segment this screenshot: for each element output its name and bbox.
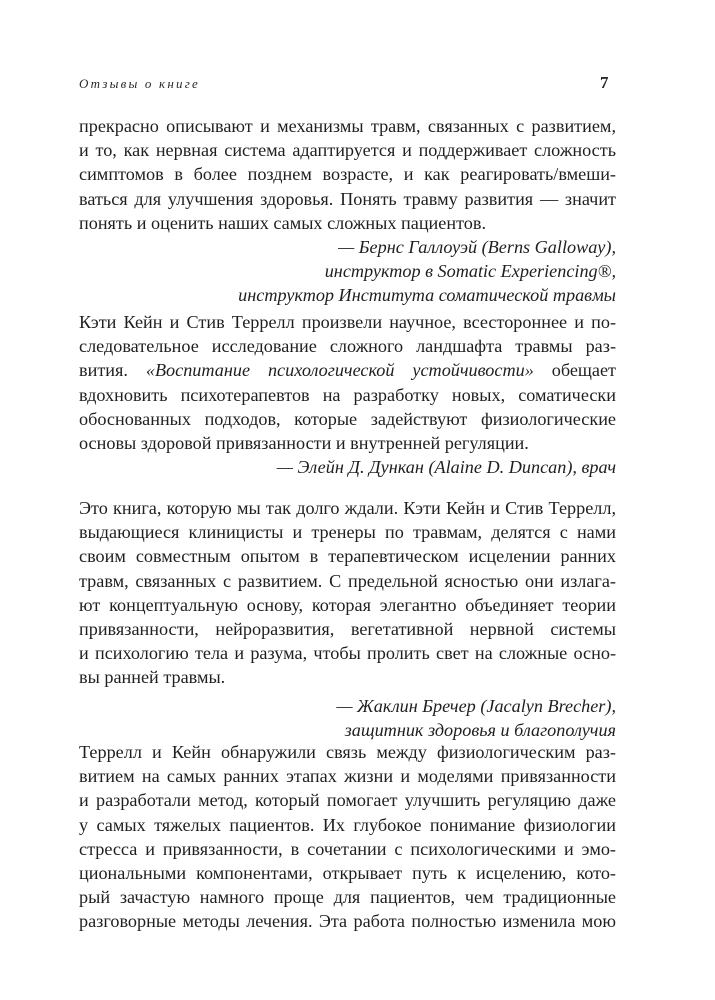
text-line: ют концептуальную основу, которая элегантно объединяет теории [79, 594, 616, 615]
text-line: Кэти Кейн и Стив Террелл произвели научное, всестороннее и по- [79, 312, 616, 332]
text-line: у самых тяжелых пациентов. Их глубокое понимание физиологии [79, 814, 616, 835]
text-line: привязанности, нейроразвития, вегетативной нервной системы [79, 618, 616, 639]
attribution-author: — Бернс Галлоуэй (Berns Galloway), [338, 236, 616, 257]
text-line: и психологию тела и разума, чтобы пролить свет на сложные осно- [79, 643, 616, 664]
review-block-brecher [79, 496, 616, 742]
review-block-galloway [79, 114, 616, 308]
text-fragment: обещает [551, 360, 616, 381]
attribution-author: — Элейн Д. Дункан (Alaine D. Duncan), врач [276, 457, 616, 478]
text-line: Это книга, которую мы так долго ждали. Кэти Кейн и Стив Террелл, [79, 498, 616, 518]
attribution-author: — Жаклин Бречер (Jacalyn Brecher), [336, 695, 616, 716]
running-head: Отзывы о книге [79, 76, 200, 91]
text-line: понять и оценить наших самых сложных пациентов. [79, 212, 487, 233]
text-line: вдохновить психотерапевтов на разработку новых, соматически [79, 384, 616, 405]
text-line: обоснованных подходов, которые задействуют физиологические [79, 408, 616, 429]
text-line: симптомов в более позднем возрасте, и как реагировать/вмеши- [79, 164, 616, 185]
attribution-role: инструктор Института соматической травмы [238, 285, 616, 306]
text-line: прекрасно описывают и механизмы травм, связанных с развитием, [79, 116, 616, 136]
text-line: своим совместным опытом в терапевтическом исцелении ранних [79, 546, 616, 567]
text-line: циональными компонентами, открывает путь к исцелению, кото- [79, 862, 616, 883]
text-line: следовательное исследование сложного ландшафта травмы раз- [79, 336, 616, 357]
text-line: основы здоровой привязанности и внутренней регуляции. [79, 432, 529, 453]
text-line: витием на самых ранних этапах жизни и моделями привязанности [79, 766, 616, 787]
text-line-with-title [79, 358, 616, 382]
attribution-role: инструктор в Somatic Experiencing®, [324, 261, 616, 282]
attribution-role: защитник здоровья и благополучия [344, 719, 616, 740]
text-line: выдающиеся клиницисты и тренеры по травмам, делятся с нами [79, 522, 616, 543]
text-line: разговорные методы лечения. Эта работа полностью изменила мою [79, 911, 616, 932]
text-line: ваться для улучшения здоровья. Понять травму развития — значит [79, 188, 616, 209]
book-title: «Воспитание психологической устойчивости» [145, 360, 534, 381]
text-line: Террелл и Кейн обнаружили связь между физиологическим раз- [79, 742, 616, 762]
review-block-unattributed [79, 740, 616, 934]
text-line: стресса и привязанности, в сочетании с психологическими и эмо- [79, 838, 616, 859]
text-line: травм, связанных с развитием. С предельной ясностью они излага- [79, 570, 616, 591]
text-line: рый зачастую намного проще для пациентов, чем традиционные [79, 887, 616, 908]
text-fragment: вития. [79, 360, 128, 381]
text-line: вы ранней травмы. [79, 667, 226, 688]
text-line: и разработали метод, который помогает улучшить регуляцию даже [79, 790, 616, 811]
review-block-duncan [79, 310, 616, 479]
page-number: 7 [600, 73, 609, 92]
text-line: и то, как нервная система адаптируется и поддерживает сложность [79, 140, 616, 161]
